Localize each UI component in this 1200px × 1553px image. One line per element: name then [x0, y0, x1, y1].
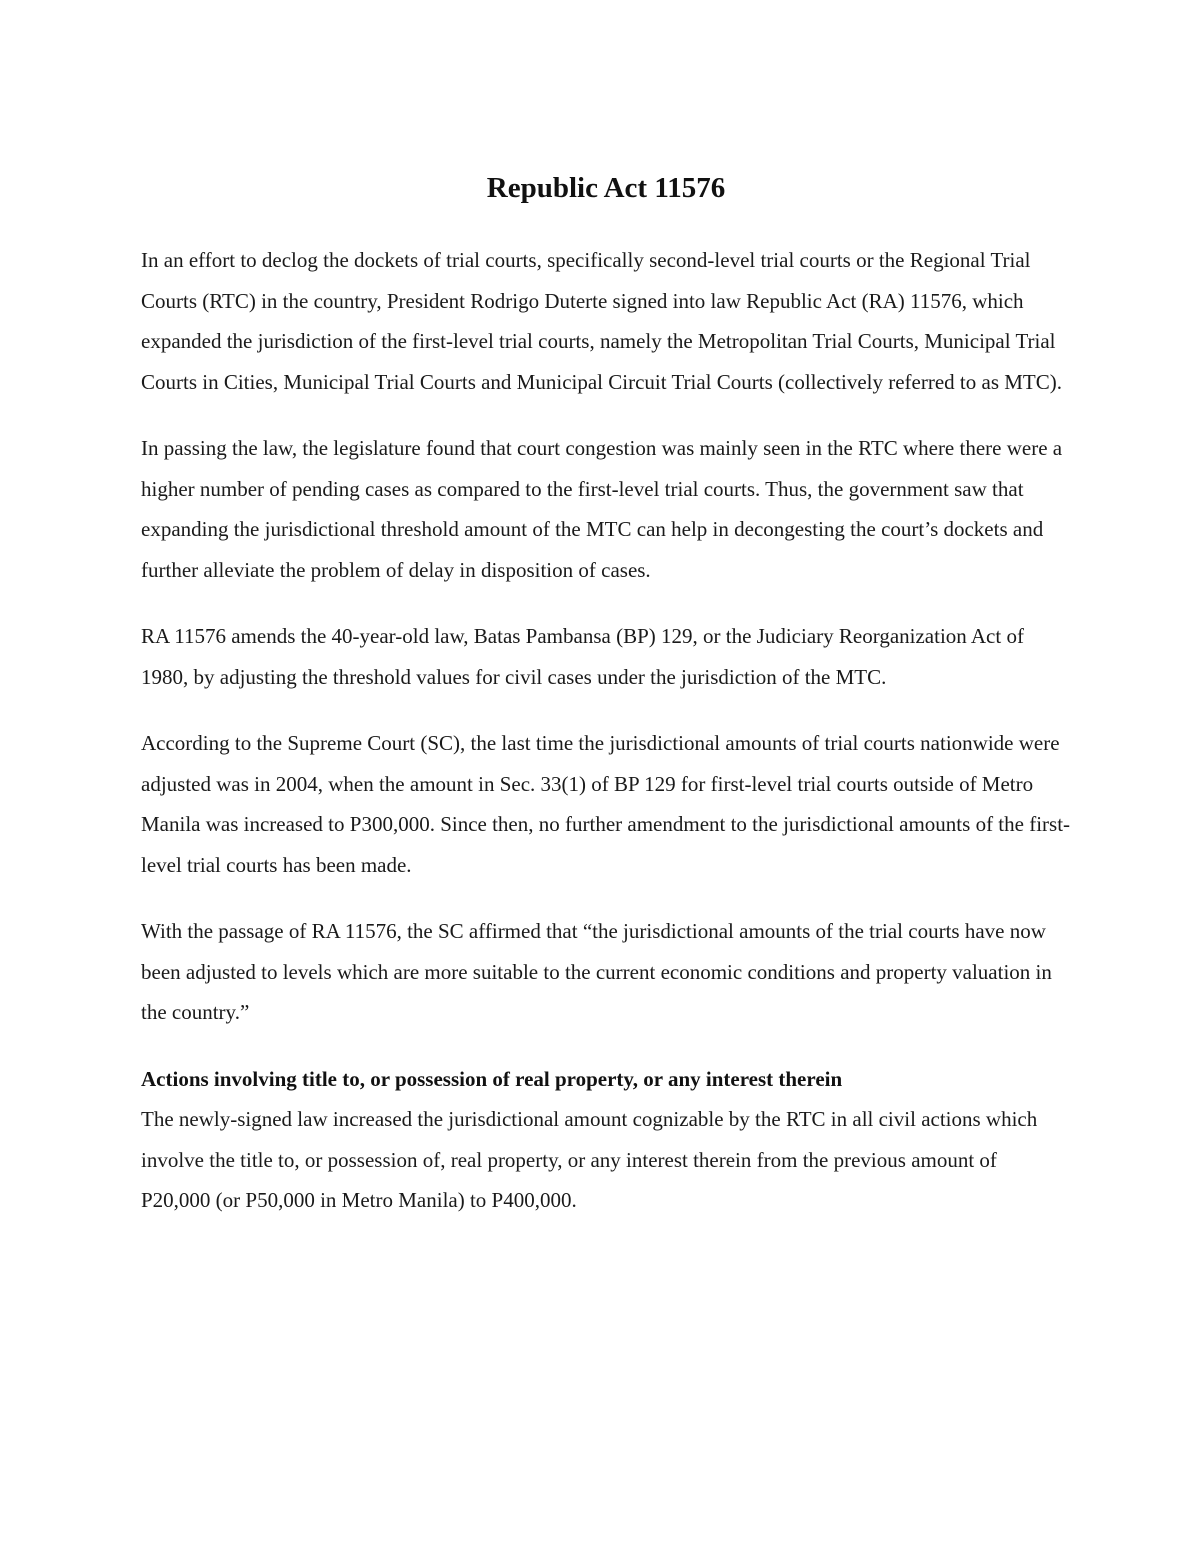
paragraph-intro: In an effort to declog the dockets of trial courts, specifically second-level trial courts or the Regional Trial Courts (RTC) in the country, President Rodrigo Duterte signed into law Republic Act (RA) 11576, which expanded the jurisdiction of the first-level trial courts, namely the Metropolitan Trial Courts, Municipal Trial Courts in Cities, Municipal Trial Courts and Municipal Circuit Trial Courts (collectively referred to as MTC). [141, 248, 1062, 394]
paragraph-passage: With the passage of RA 11576, the SC affirmed that “the jurisdictional amounts of the trial courts have now been adjusted to levels which are more suitable to the current economic conditions and property valuation in the country.” [141, 919, 1052, 1024]
section-body: The newly-signed law increased the jurisdictional amount cognizable by the RTC in all civil actions which involve the title to, or possession of, real property, or any interest therein from the previous amount of P20,000 (or P50,000 in Metro Manila) to P400,000. [141, 1107, 1038, 1212]
document-page [141, 160, 1071, 1247]
paragraph-supreme-court: According to the Supreme Court (SC), the last time the jurisdictional amounts of trial courts nationwide were adjusted was in 2004, when the amount in Sec. 33(1) of BP 129 for first-level trial courts outside of Metro Manila was increased to P300,000. Since then, no further amendment to the jurisdictional amounts of the first-level trial courts has been made. [141, 731, 1071, 877]
document-title: Republic Act 11576 [486, 172, 726, 204]
paragraph-legislature: In passing the law, the legislature found that court congestion was mainly seen in the RTC where there were a higher number of pending cases as compared to the first-level trial courts. Thus, the government saw that expanding the jurisdictional threshold amount of the MTC can help in decongesting the court’s dockets and further alleviate the problem of delay in disposition of cases. [141, 436, 1063, 582]
paragraph-amendment: RA 11576 amends the 40-year-old law, Batas Pambansa (BP) 129, or the Judiciary Reorganization Act of 1980, by adjusting the threshold values for civil cases under the jurisdiction of the MTC. [141, 624, 1024, 689]
section-heading: Actions involving title to, or possession of real property, or any interest therein [141, 1066, 843, 1091]
